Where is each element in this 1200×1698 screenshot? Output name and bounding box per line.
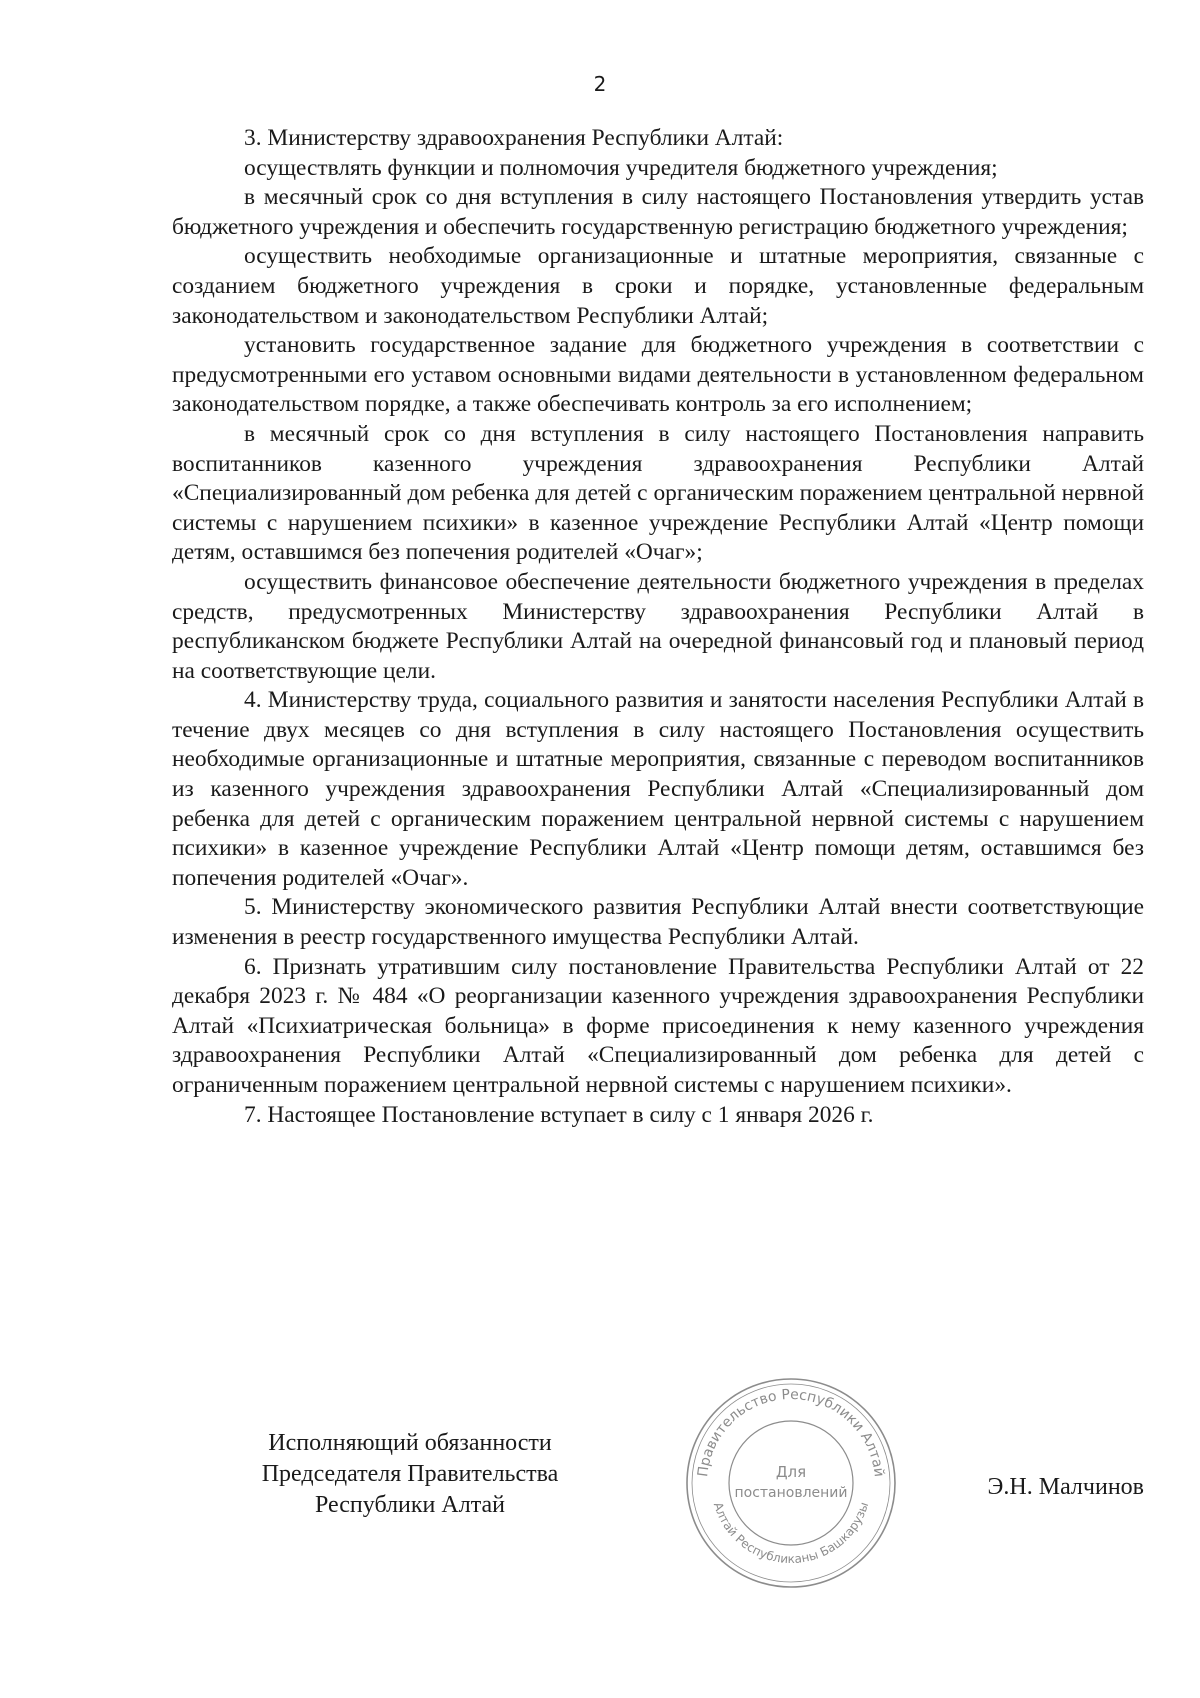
seal-bottom-text: Алтай Республиканы Башкарузы <box>710 1500 872 1567</box>
document-body <box>172 124 1144 1130</box>
signatory-title-line: Председателя Правительства <box>261 1461 559 1487</box>
paragraph: 3. Министерству здравоохранения Республики Алтай: <box>244 125 784 151</box>
paragraph: осуществить необходимые организационные и штатные мероприятия, связанные с созданием бюджетного учреждения в сроки и порядке, установленные федеральным законодательством и законодательством Республики Алтай; <box>172 243 1144 329</box>
paragraph: в месячный срок со дня вступления в силу настоящего Постановления направить воспитанников казенного учреждения здравоохранения Республики Алтай «Специализированный дом ребенка для детей с органическим поражением центральной нервной системы с нарушением психики» в казенное учреждение Республики Алтай «Центр помощи детям, оставшимся без попечения родителей «Очаг»; <box>172 420 1144 566</box>
paragraph: осуществлять функции и полномочия учредителя бюджетного учреждения; <box>244 154 998 181</box>
seal-outer-text: Правительство Республики Алтай <box>695 1386 887 1478</box>
paragraph: 4. Министерству труда, социального развития и занятости населения Республики Алтай в течение двух месяцев со дня вступления в силу настоящего Постановления осуществить необходимые организационные и штатные мероприятия, связанные с переводом воспитанников из казенного учреждения здравоохранения Республики Алтай «Специализированный дом ребенка для детей с органическим поражением центральной нервной системы с нарушением психики» в казенное учреждение Республики Алтай «Центр помощи детям, оставшимся без попечения родителей «Очаг». <box>172 687 1144 891</box>
signatory-title-line: Исполняющий обязанности <box>268 1430 552 1456</box>
seal-inner-line: постановлений <box>734 1485 848 1501</box>
paragraph: 7. Настоящее Постановление вступает в силу с 1 января 2026 г. <box>244 1101 874 1128</box>
paragraph: 6. Признать утратившим силу постановление Правительства Республики Алтай от 22 декабря 2023 г. № 484 «О реорганизации казенного учреждения здравоохранения Республики Алтай «Психиатрическая больница» в форме присоединения к нему казенного учреждения здравоохранения Республики Алтай «Специализированный дом ребенка для детей с ограниченным поражением центральной нервной системы с нарушением психики». <box>172 953 1144 1098</box>
seal-inner-line: Для <box>775 1463 807 1481</box>
seal-inner-ring <box>729 1421 853 1545</box>
page-number: 2 <box>593 72 607 96</box>
official-seal <box>681 1373 901 1593</box>
paragraph: в месячный срок со дня вступления в силу настоящего Постановления утвердить устав бюджетного учреждения и обеспечить государственную регистрацию бюджетного учреждения; <box>172 184 1144 240</box>
paragraph: установить государственное задание для бюджетного учреждения в соответствии с предусмотренными его уставом основными видами деятельности в установленном федеральном законодательством порядке, а также обеспечивать контроль за его исполнением; <box>172 332 1144 418</box>
signatory-title-line: Республики Алтай <box>315 1492 505 1518</box>
paragraph: 5. Министерству экономического развития Республики Алтай внести соответствующие изменения в реестр государственного имущества Республики Алтай. <box>172 894 1144 951</box>
paragraph: осуществить финансовое обеспечение деятельности бюджетного учреждения в пределах средств, предусмотренных Министерству здравоохранения Республики Алтай в республиканском бюджете Республики Алтай на очередной финансовый год и плановый период на соответствующие цели. <box>172 568 1144 684</box>
signatory-name: Э.Н. Малчинов <box>987 1474 1144 1500</box>
signatory-title <box>210 1428 610 1521</box>
